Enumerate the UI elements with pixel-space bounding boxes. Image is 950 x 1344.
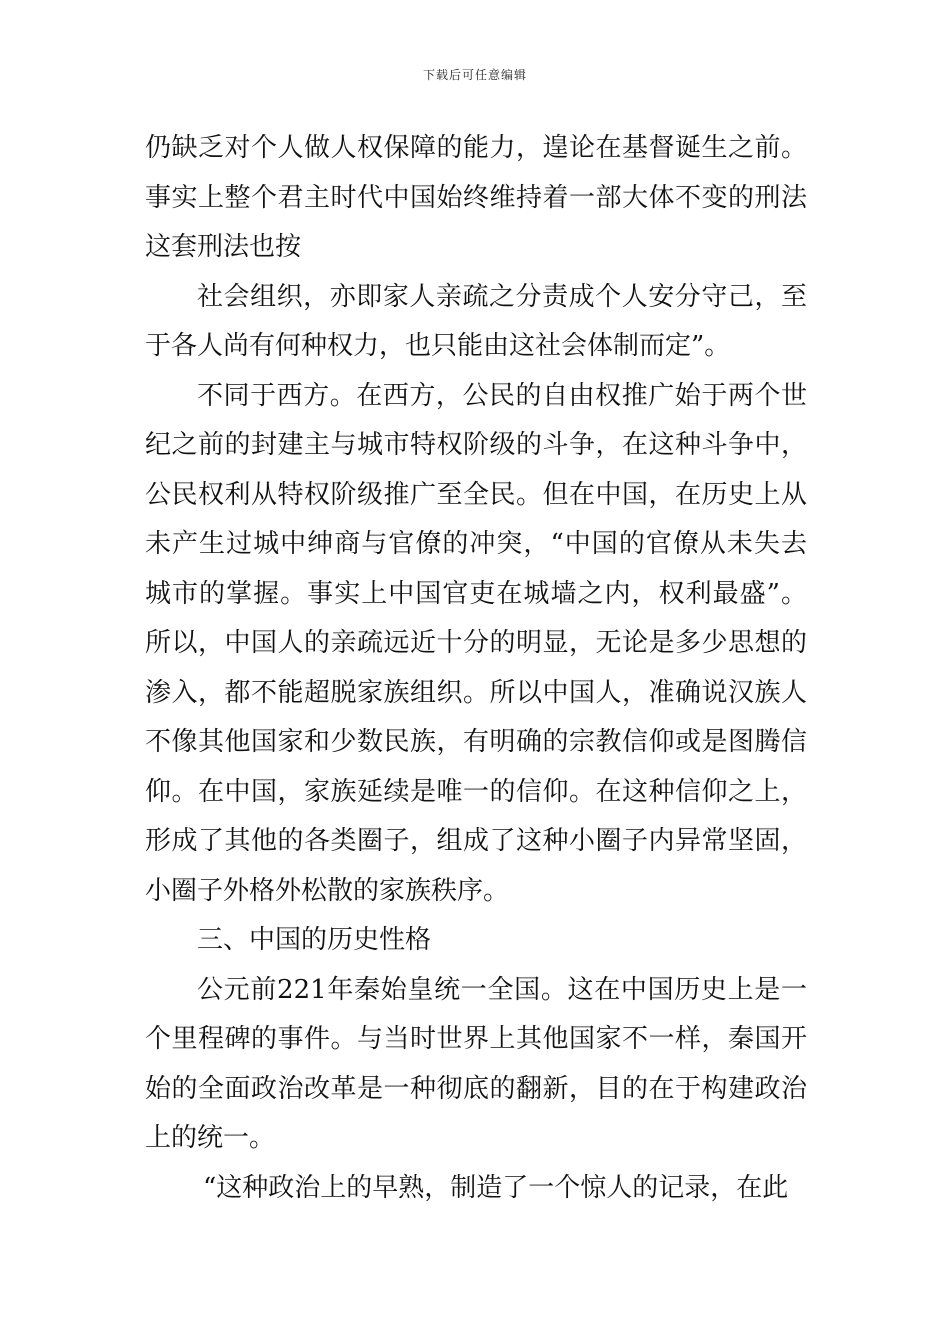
page-header: 下载后可任意编辑	[422, 68, 527, 82]
body-text	[145, 124, 807, 1213]
paragraph-2: 社会组织，亦即家人亲疏之分责成个人安分守己，至于各人尚有何种权力，也只能由这社会体制而定”。	[145, 281, 807, 361]
section-heading: 三、中国的历史性格	[197, 925, 432, 955]
paragraph-1: 仍缺乏对个人做人权保障的能力，遑论在基督诞生之前。事实上整个君主时代中国始终维持着一部大体不变的刑法这套刑法也按	[145, 133, 807, 262]
paragraph-3: 不同于西方。在西方，公民的自由权推广始于两个世纪之前的封建主与城市特权阶级的斗争，在这种斗争中，公民权利从特权阶级推广至全民。但在中国，在历史上从未产生过城中绅商与官僚的冲突，“中国的官僚从未失去城市的掌握。事实上中国官吏在城墙之内，权利最盛”。所以，中国人的亲疏远近十分的明显，无论是多少思想的渗入，都不能超脱家族组织。所以中国人，准确说汉族人不像其他国家和少数民族，有明确的宗教信仰或是图腾信仰。在中国，家族延续是唯一的信仰。在这种信仰之上，形成了其他的各类圈子，组成了这种小圈子内异常坚固，小圈子外格外松散的家族秩序。	[145, 380, 807, 906]
paragraph-4: 公元前221年秦始皇统一全国。这在中国历史上是一个里程碑的事件。与当时世界上其他国家不一样，秦国开始的全面政治改革是一种彻底的翻新，目的在于构建政治上的统一。	[145, 974, 807, 1153]
paragraph-5: “这种政治上的早熟，制造了一个惊人的记录，在此	[203, 1172, 789, 1203]
